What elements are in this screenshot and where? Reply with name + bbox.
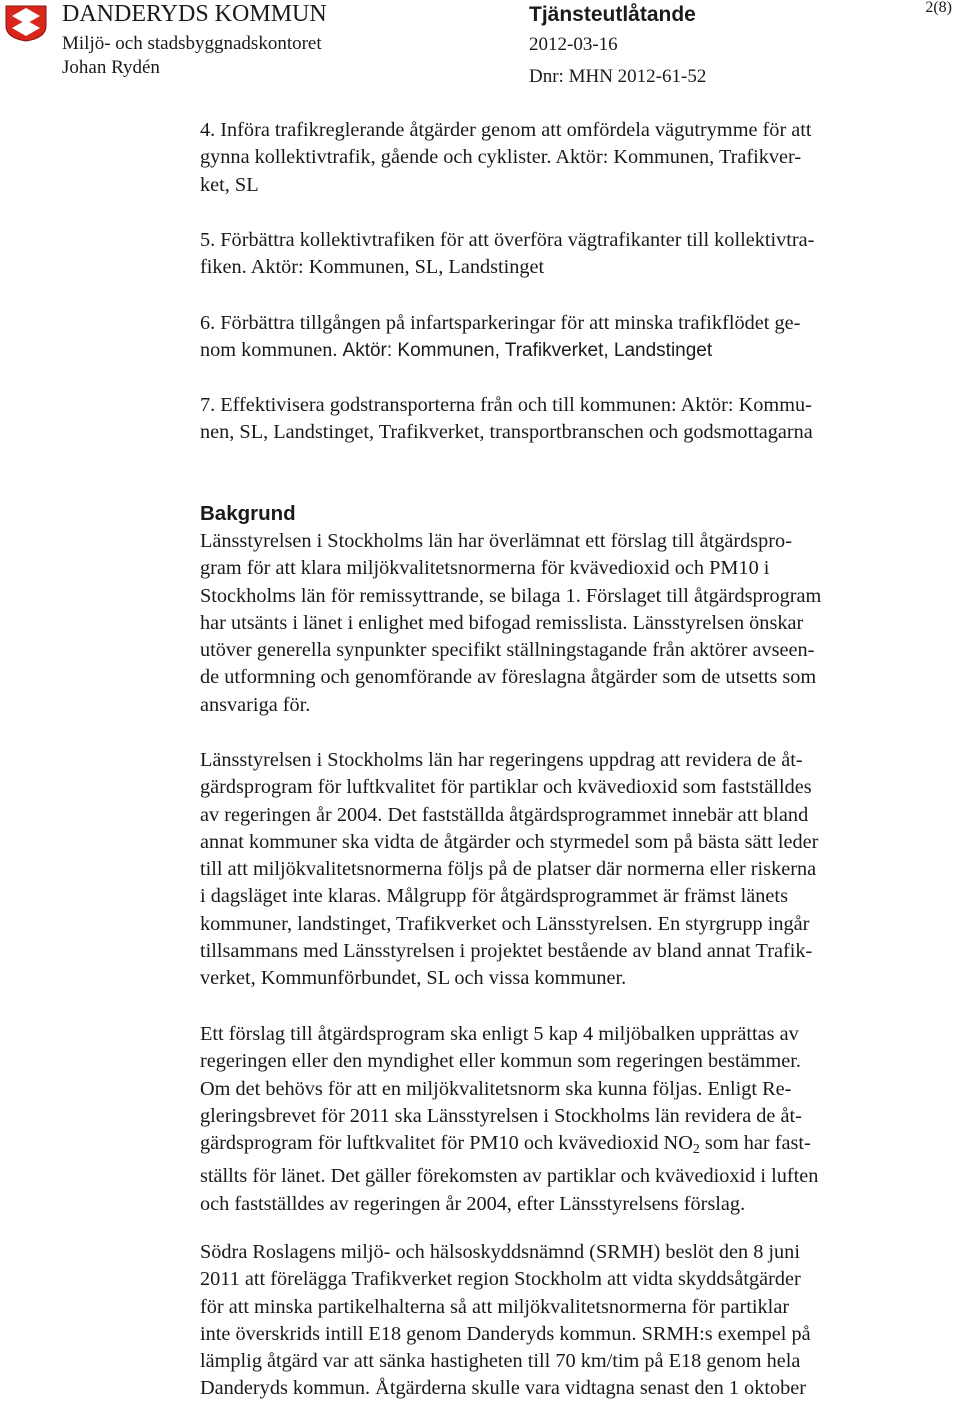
text-line: 2011 att förelägga Trafikverket region Stockholm att vidta skyddsåtgärder [200, 1268, 801, 1291]
list-line: 7. Effektivisera godstransporterna från och till kommunen: Aktör: Kommu- [200, 394, 812, 416]
text-line: för att minska partikelhalterna så att miljökvalitetsnormerna för partiklar [200, 1295, 790, 1318]
subscript-2: 2 [692, 1142, 700, 1158]
text-line: kommuner, landstinget, Trafikverket och Länsstyrelsen. En styrgrupp ingår [200, 912, 810, 935]
text-line: gram för att klara miljökvalitetsnormerna för kvävedioxid och PM10 i [200, 557, 770, 580]
organization-name: DANDERYDS KOMMUN [62, 1, 327, 27]
list-line: 5. Förbättra kollektivtrafiken för att överföra vägtrafikanter till kollektivtra- [200, 229, 815, 251]
document-type: Tjänsteutlåtande [529, 3, 696, 26]
list-item-6 [200, 310, 928, 365]
paragraph-2 [200, 747, 928, 993]
text-line: inte överskrids intill E18 genom Danderyds kommun. SRMH:s exempel på [200, 1322, 811, 1345]
text-line: lämplig åtgärd var att sänka hastigheten till 70 km/tim på E18 genom hela [200, 1350, 801, 1373]
text-line: regeringen eller den myndighet eller kommun som regeringen bestämmer. [200, 1050, 801, 1073]
text-line: annat kommuner ska vidta de åtgärder och styrmedel som på bästa sätt leder [200, 830, 819, 853]
text-line: utöver generella synpunkter specifikt ställningstagande från aktörer avseen- [200, 639, 815, 662]
text-line: Ett förslag till åtgärdsprogram ska enligt 5 kap 4 miljöbalken upprättas av [200, 1023, 799, 1045]
text-line: Länsstyrelsen i Stockholms län har överlämnat ett förslag till åtgärdspro- [200, 530, 792, 552]
list-item-4 [200, 117, 928, 199]
list-line: nen, SL, Landstinget, Trafikverket, transportbranschen och godsmottagarna [200, 421, 813, 444]
list-line: gynna kollektivtrafik, gående och cyklister. Aktör: Kommunen, Trafikver- [200, 146, 802, 169]
text-line: gärdsprogram för luftkvalitet för partiklar och kvävedioxid som fastställdes [200, 776, 812, 799]
text-line: verket, Kommunförbundet, SL och vissa kommuner. [200, 967, 627, 990]
text-line: ställts för länet. Det gäller förekomsten av partiklar och kvävedioxid i luften [200, 1165, 819, 1188]
list-line: 6. Förbättra tillgången på infartsparkeringar för att minska trafikflödet ge- [200, 312, 801, 334]
list-text: nom kommunen. [200, 339, 338, 362]
text-line: till att miljökvalitetsnormerna följs på de platser där normerna eller riskerna [200, 858, 817, 881]
text-line: av regeringen år 2004. Det fastställda åtgärdsprogrammet innebär att bland [200, 803, 809, 826]
list-item-5 [200, 227, 928, 282]
text-line: gleringsbrevet för 2011 ska Länsstyrelsen i Stockholms län revidera de åt- [200, 1104, 802, 1127]
text-fragment: gärdsprogram för luftkvalitet för PM10 och kvävedioxid NO [200, 1132, 693, 1155]
text-line [200, 1130, 928, 1163]
text-line: ansvariga för. [200, 693, 311, 716]
page-number: 2(8) [925, 0, 952, 16]
text-line: Södra Roslagens miljö- och hälsoskyddsnämnd (SRMH) beslöt den 8 juni [200, 1241, 800, 1263]
text-line: de utformning och genomförande av föreslagna åtgärder som de utsetts som [200, 666, 817, 689]
text-line: Om det behövs för att en miljökvalitetsnorm ska kunna följas. Enligt Re- [200, 1077, 792, 1100]
text-line: tillsammans med Länsstyrelsen i projektet bestående av bland annat Trafik- [200, 940, 813, 963]
municipality-crest-logo [4, 4, 48, 42]
text-line: i dagsläget inte klaras. Målgrupp för åtgärdsprogrammet är främst länets [200, 885, 788, 908]
text-line: Stockholms län för remissyttrande, se bilaga 1. Förslaget till åtgärdsprogram [200, 584, 822, 607]
department-name: Miljö- och stadsbyggnadskontoret [62, 33, 322, 54]
paragraph-3 [200, 1021, 928, 1218]
list-text-sans: Aktör: Kommunen, Trafikverket, Landstinget [342, 340, 713, 362]
text-fragment: som har fast- [699, 1132, 811, 1155]
text-line: och fastställdes av regeringen år 2004, efter Länsstyrelsens förslag. [200, 1192, 746, 1215]
text-line: Länsstyrelsen i Stockholms län har regeringens uppdrag att revidera de åt- [200, 749, 803, 771]
author-name: Johan Rydén [62, 57, 160, 78]
paragraph-1 [200, 528, 928, 719]
text-line: Danderyds kommun. Åtgärderna skulle vara vidtagna senast den 1 oktober [200, 1377, 807, 1400]
text-line: har utsänts i länet i enlighet med bifogad remisslista. Länsstyrelsen önskar [200, 611, 804, 634]
list-line: ket, SL [200, 173, 259, 196]
document-date: 2012-03-16 [529, 34, 618, 55]
list-line: 4. Införa trafikreglerande åtgärder genom att omfördela vägutrymme för att [200, 119, 812, 141]
document-number: Dnr: MHN 2012-61-52 [529, 66, 707, 87]
list-line [200, 337, 928, 364]
paragraph-4 [200, 1239, 928, 1403]
list-line: fiken. Aktör: Kommunen, SL, Landstinget [200, 256, 545, 279]
section-heading: Bakgrund [200, 502, 296, 525]
list-item-7 [200, 392, 928, 447]
